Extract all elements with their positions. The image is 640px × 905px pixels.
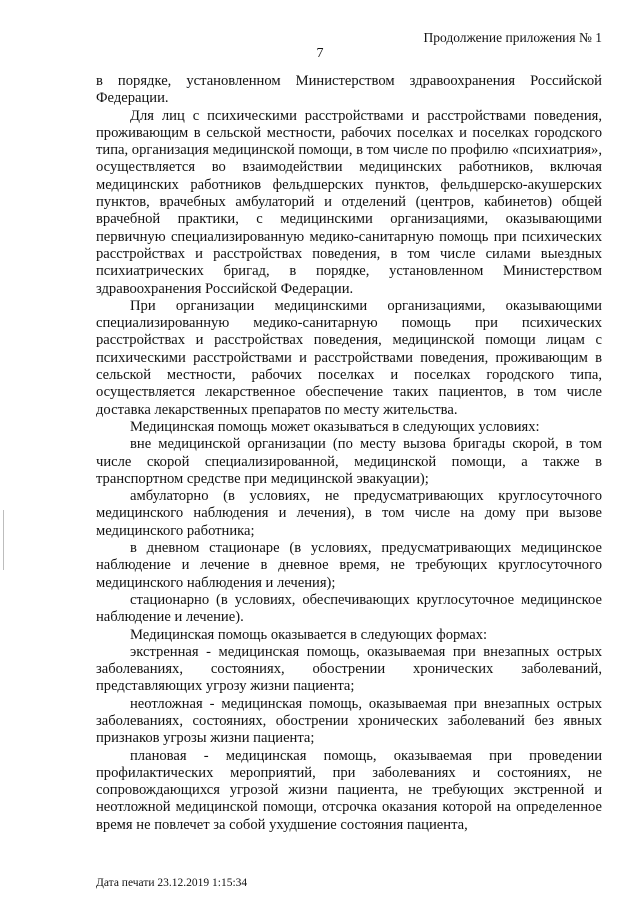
body-paragraph: Для лиц с психическими расстройствами и расстройствами поведения, проживающим в сельской местности, рабочих поселках и поселках городского типа, организация медицинской помощи, в том числе по профилю «психиатрия», осуществляется во взаимодействии медицинских работников, включая медицинских работников фельдшерских пунктов, фельдшерско-акушерских пунктов, врачебных амбулаторий и отделений (центров, кабинетов) общей врачебной практики, с медицинскими организациями, оказывающими первичную специализированную медико-санитарную помощь при психических расстройствах и расстройствах поведения, в том числе силами выездных психиатрических бригад, в порядке, установленном Министерством здравоохранения Российской Федерации. [96,107,602,297]
scan-margin-mark [3,510,4,570]
body-paragraph: Медицинская помощь может оказываться в следующих условиях: [130,418,540,435]
body-paragraph: вне медицинской организации (по месту вызова бригады скорой, в том числе скорой специализированной, медицинской помощи, а также в транспортном средстве при медицинской эвакуации); [96,436,602,487]
appendix-continuation-header: Продолжение приложения № 1 [423,30,602,45]
body-paragraph: При организации медицинскими организациями, оказывающими специализированную медико-санитарную помощь при психических расстройствах и расстройствах поведения, медицинской помощи лицам с психическими расстройствами и расстройствами поведения, проживающим в сельской местности, рабочих поселках и поселках городского типа, осуществляется лекарственное обеспечение таких пациентов, в том числе доставка лекарственных препаратов по месту жительства. [96,297,602,418]
body-paragraph: Медицинская помощь оказывается в следующих формах: [130,626,488,643]
body-paragraph: в порядке, установленном Министерством здравоохранения Российской Федерации. [96,73,602,107]
body-paragraph: плановая - медицинская помощь, оказываемая при проведении профилактических мероприятий, при заболеваниях и состояниях, не сопровождающихся угрозой жизни пациента, не требующих экстренной и неотложной медицинской помощи, отсрочка оказания которой на определенное время не повлечет за собой ухудшение состояния пациента, [96,747,602,833]
print-date-footer: Дата печати 23.12.2019 1:15:34 [96,877,248,889]
body-paragraph: экстренная - медицинская помощь, оказываемая при внезапных острых заболеваниях, состояниях, обострении хронических заболеваний, представляющих угрозу жизни пациента; [96,643,602,695]
page-number: 7 [316,46,324,61]
body-paragraph: в дневном стационаре (в условиях, предусматривающих медицинское наблюдение и лечение в дневное время, не требующих круглосуточного медицинского наблюдения и лечения); [96,540,602,591]
document-body [96,73,602,834]
body-paragraph: амбулаторно (в условиях, не предусматривающих круглосуточного медицинского наблюдения и лечения), в том числе на дому при вызове медицинского работника; [96,488,602,539]
body-paragraph: стационарно (в условиях, обеспечивающих круглосуточное медицинское наблюдение и лечение). [96,591,602,626]
body-paragraph: неотложная - медицинская помощь, оказываемая при внезапных острых заболеваниях, состояниях, обострении хронических заболеваний без явных признаков угрозы жизни пациента; [96,695,602,747]
